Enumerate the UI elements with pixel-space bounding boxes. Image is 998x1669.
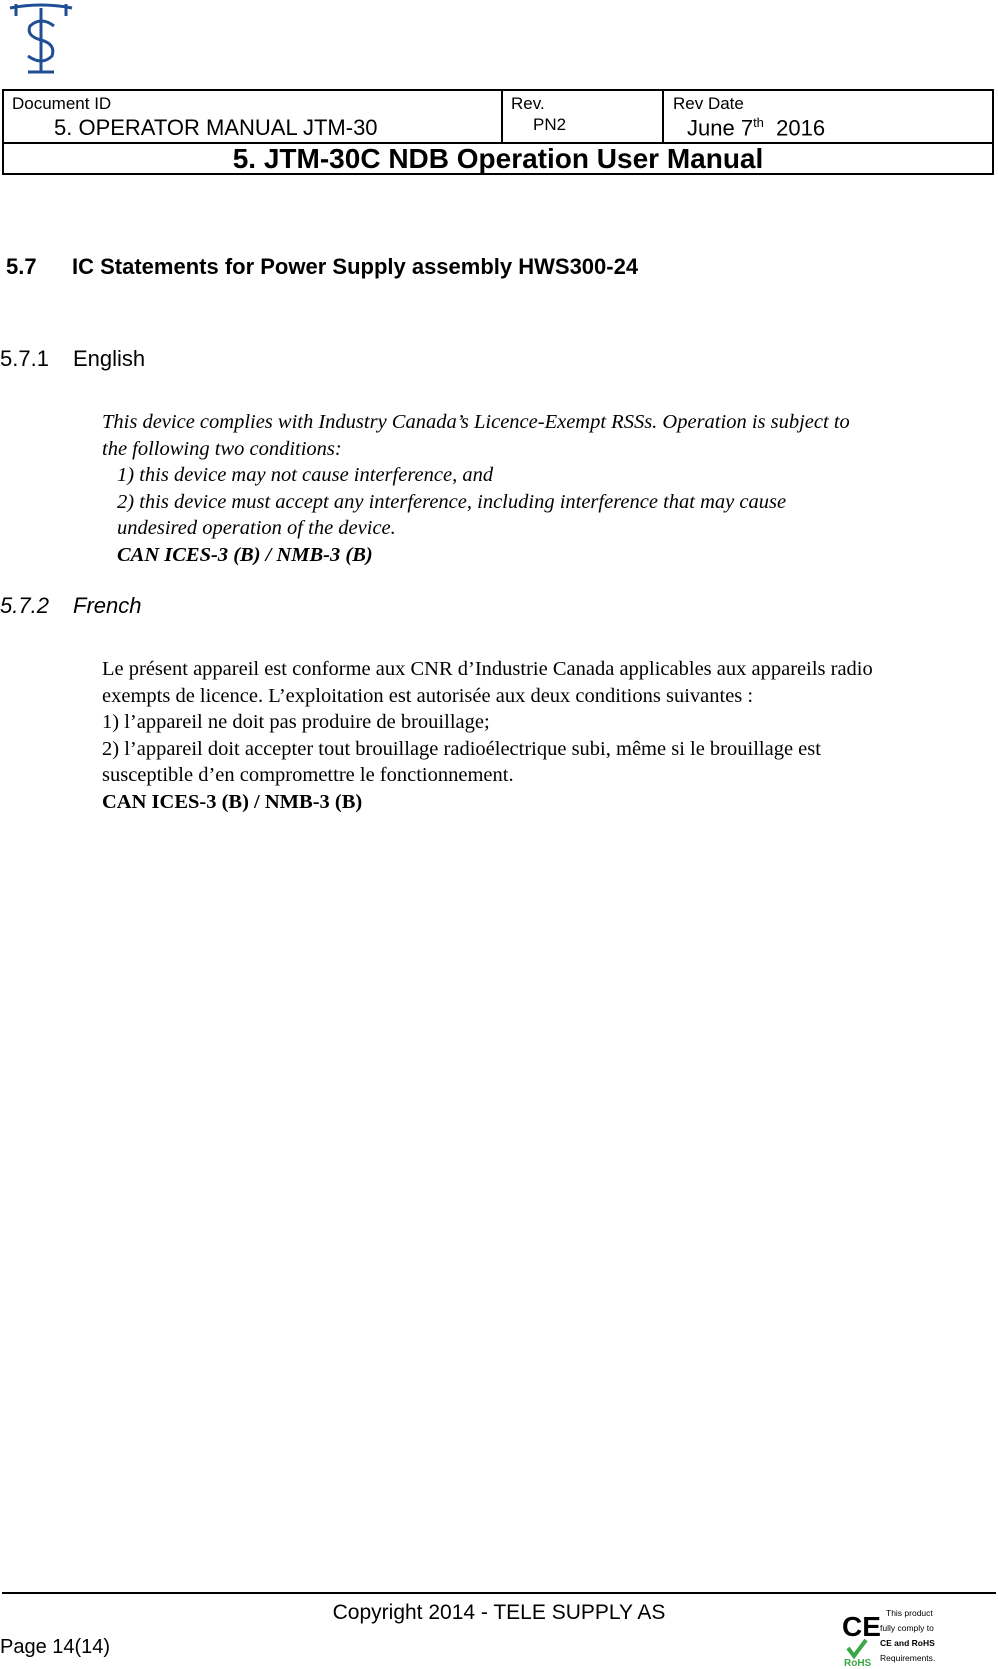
svg-text:Requirements.: Requirements. <box>880 1653 936 1663</box>
rev-date-cell <box>665 91 994 142</box>
ce-mark-icon: CE <box>842 1611 881 1642</box>
svg-text:This product: This product <box>886 1608 933 1618</box>
check-icon <box>848 1640 866 1656</box>
doc-id-cell <box>4 91 503 142</box>
subsection-french-heading: 5.7.2 French <box>0 593 142 618</box>
ce-rohs-badge <box>842 1602 938 1668</box>
rev-date-value: June 7th 2016 <box>687 115 826 141</box>
footer-divider <box>2 1592 996 1594</box>
copyright-text: Copyright 2014 - TELE SUPPLY AS <box>332 1601 666 1624</box>
section-heading: 5.7 IC Statements for Power Supply assembly HWS300-24 <box>6 254 639 279</box>
company-logo <box>6 2 76 76</box>
page-number: Page 14(14) <box>0 1636 111 1658</box>
rev-label: Rev. <box>511 94 545 113</box>
subsection-english-heading: 5.7.1 English <box>0 346 146 371</box>
svg-text:RoHS: RoHS <box>844 1658 872 1668</box>
document-title: 5. JTM-30C NDB Operation User Manual <box>232 143 764 174</box>
rev-cell <box>503 91 664 142</box>
svg-text:CE and RoHS: CE and RoHS <box>880 1638 935 1648</box>
svg-text:fully comply to: fully comply to <box>880 1623 934 1633</box>
french-statement: Le présent appareil est conforme aux CNR d’Industrie Canada applicables aux appareils radio exempts de licence. L’exploitation est autorisée aux deux conditions suivantes : 1) l’appareil ne doit pas produire de brouillage; 2) l’appareil doit accepter tout brouillage radioélectrique subi, même si le brouillage est susceptible d’en compromettre le fonctionnement. CAN ICES-3 (B) / NMB-3 (B) <box>102 658 873 813</box>
document-header <box>2 89 994 175</box>
english-statement: This device complies with Industry Canada’s Licence-Exempt RSSs. Operation is subject to the following two conditions: 1) this device may not cause interference, and 2) this device must accept any interference, including interference that may cause undesired operation of the device. CAN ICES-3 (B) / NMB-3 (B) <box>102 411 850 566</box>
doc-id-label: Document ID <box>12 94 112 113</box>
rev-value: PN2 <box>533 115 567 134</box>
rev-date-label: Rev Date <box>673 94 744 113</box>
doc-id-value: 5. OPERATOR MANUAL JTM-30 <box>54 115 378 140</box>
